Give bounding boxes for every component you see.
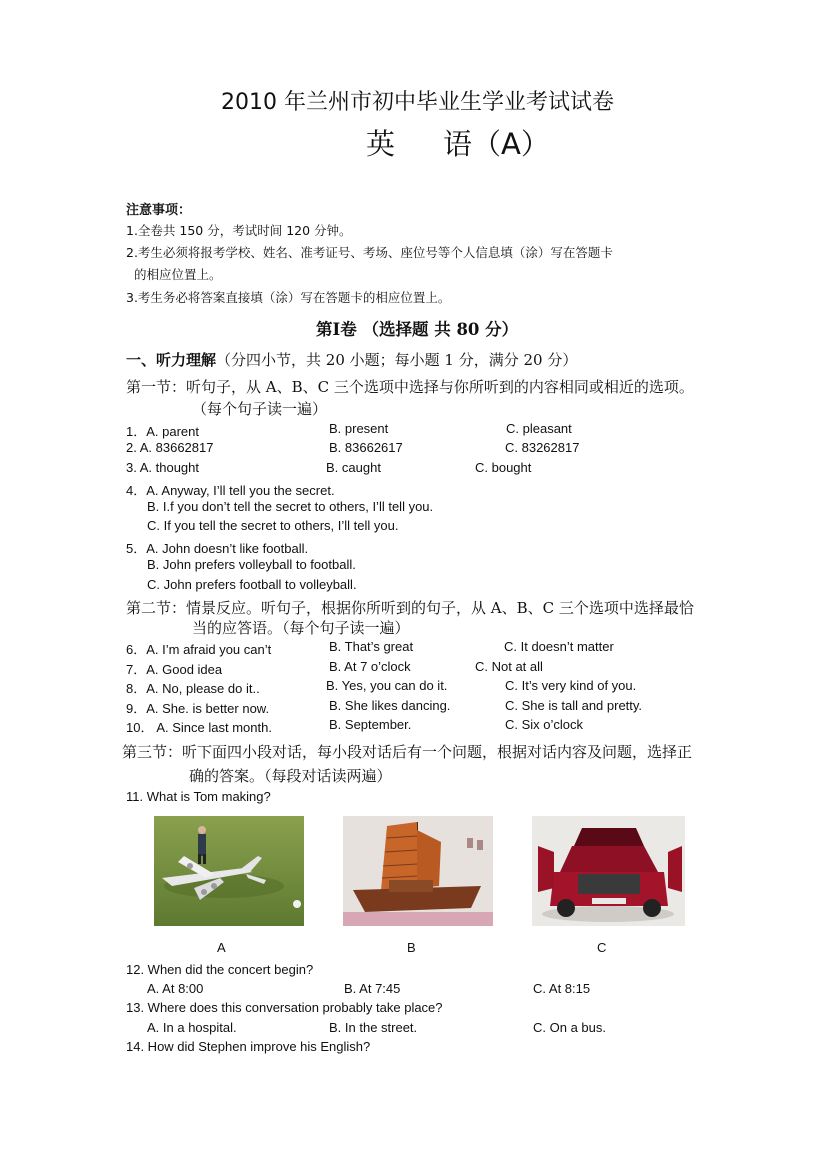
q7-option-b: B. At 7 o’clock [329, 659, 411, 674]
q6-option-a: 6．A. I’m afraid you can’t [126, 642, 272, 657]
q13-option-a: A. In a hospital. [147, 1020, 237, 1035]
note-3: 3.考生务必将答案直接填（涂）写在答题卡的相应位置上。 [126, 290, 451, 305]
part-one-title: 第Ⅰ卷 （选择题 共 80 分） [316, 320, 519, 339]
q1-option-b: B. present [329, 421, 389, 436]
q4-option-c: C. If you tell the secret to others, I’ll tell you. [147, 518, 399, 533]
q2-option-a: 2. A. 83662817 [126, 440, 214, 455]
q12-option-c: C. At 8:15 [533, 981, 591, 996]
note-2: 2.考生必须将报考学校、姓名、准考证号、考场、座位号等个人信息填（涂）写在答题卡 [126, 245, 613, 260]
q1-option-a: 1．A. parent [126, 424, 199, 439]
section2-instructions: 第二节：情景反应。听句子，根据你所听到的句子，从 A、B、C 三个选项中选择最恰 [126, 599, 694, 617]
listening-heading-note: （分四小节，共 20 小题；每小题 1 分，满分 20 分） [216, 351, 578, 369]
q5-option-c: C. John prefers football to volleyball. [147, 577, 357, 592]
subject-char-1: 英 [366, 127, 396, 161]
q13-question: 13. Where does this conversation probably take place? [126, 1000, 443, 1015]
notes-heading: 注意事项： [126, 203, 192, 218]
q11-label-c: C [597, 940, 607, 955]
q2-option-c: C. 83262817 [505, 440, 580, 455]
exam-title: 2010 年兰州市初中毕业生学业考试试卷 [221, 90, 614, 115]
q1-option-c: C. pleasant [506, 421, 572, 436]
q6-option-b: B. That’s great [329, 639, 414, 654]
q13-option-b: B. In the street. [329, 1020, 418, 1035]
boat-image [343, 816, 493, 926]
q8-option-a: 8．A. No, please do it.. [126, 681, 260, 696]
q12-question: 12. When did the concert begin? [126, 962, 314, 977]
q4-option-b: B. I.f you don’t tell the secret to others, I’ll tell you. [147, 499, 434, 514]
q9-option-c: C. She is tall and pretty. [505, 698, 643, 713]
q10-option-b: B. September. [329, 717, 412, 732]
section3-instructions-cont: 确的答案。（每段对话读两遍） [189, 767, 392, 785]
q3-option-b: B. caught [326, 460, 381, 475]
section3-instructions: 第三节：听下面四小段对话，每小段对话后有一个问题，根据对话内容及问题，选择正 [122, 743, 693, 761]
section1-instructions-cont: （每个句子读一遍） [192, 400, 328, 418]
note-2-cont: 的相应位置上。 [134, 267, 222, 282]
section2-instructions-cont: 当的应答语。（每个句子读一遍） [192, 619, 410, 637]
note-1: 1.全卷共 150 分，考试时间 120 分钟。 [126, 223, 352, 238]
q2-option-b: B. 83662617 [329, 440, 403, 455]
q6-option-c: C. It doesn’t matter [504, 639, 614, 654]
q4-option-a: 4．A. Anyway, I’ll tell you the secret. [126, 483, 335, 498]
q5-option-a: 5．A. John doesn’t like football. [126, 541, 309, 556]
q8-option-b: B. Yes, you can do it. [326, 678, 448, 693]
subject-char-2: 语（A） [443, 127, 550, 161]
q13-option-c: C. On a bus. [533, 1020, 606, 1035]
q9-option-b: B. She likes dancing. [329, 698, 451, 713]
q12-option-b: B. At 7:45 [344, 981, 401, 996]
q3-option-c: C. bought [475, 460, 532, 475]
airplane-image [154, 816, 304, 926]
q5-option-b: B. John prefers volleyball to football. [147, 557, 356, 572]
listening-heading: 一、听力理解 [126, 351, 217, 369]
q10-option-a: 10． A. Since last month. [126, 720, 272, 735]
q11-question: 11. What is Tom making? [126, 789, 271, 804]
q10-option-c: C. Six o’clock [505, 717, 584, 732]
q11-label-b: B [407, 940, 416, 955]
q8-option-c: C. It’s very kind of you. [505, 678, 637, 693]
q7-option-c: C. Not at all [475, 659, 543, 674]
q3-option-a: 3. A. thought [126, 460, 200, 475]
car-image [532, 816, 685, 926]
q12-option-a: A. At 8:00 [147, 981, 204, 996]
q7-option-a: 7．A. Good idea [126, 662, 223, 677]
listening-heading-line [126, 349, 577, 370]
q11-label-a: A [217, 940, 226, 955]
section1-instructions: 第一节：听句子，从 A、B、C 三个选项中选择与你所听到的内容相同或相近的选项。 [126, 378, 694, 396]
q9-option-a: 9．A. She. is better now. [126, 701, 270, 716]
q14-question: 14. How did Stephen improve his English? [126, 1039, 371, 1054]
